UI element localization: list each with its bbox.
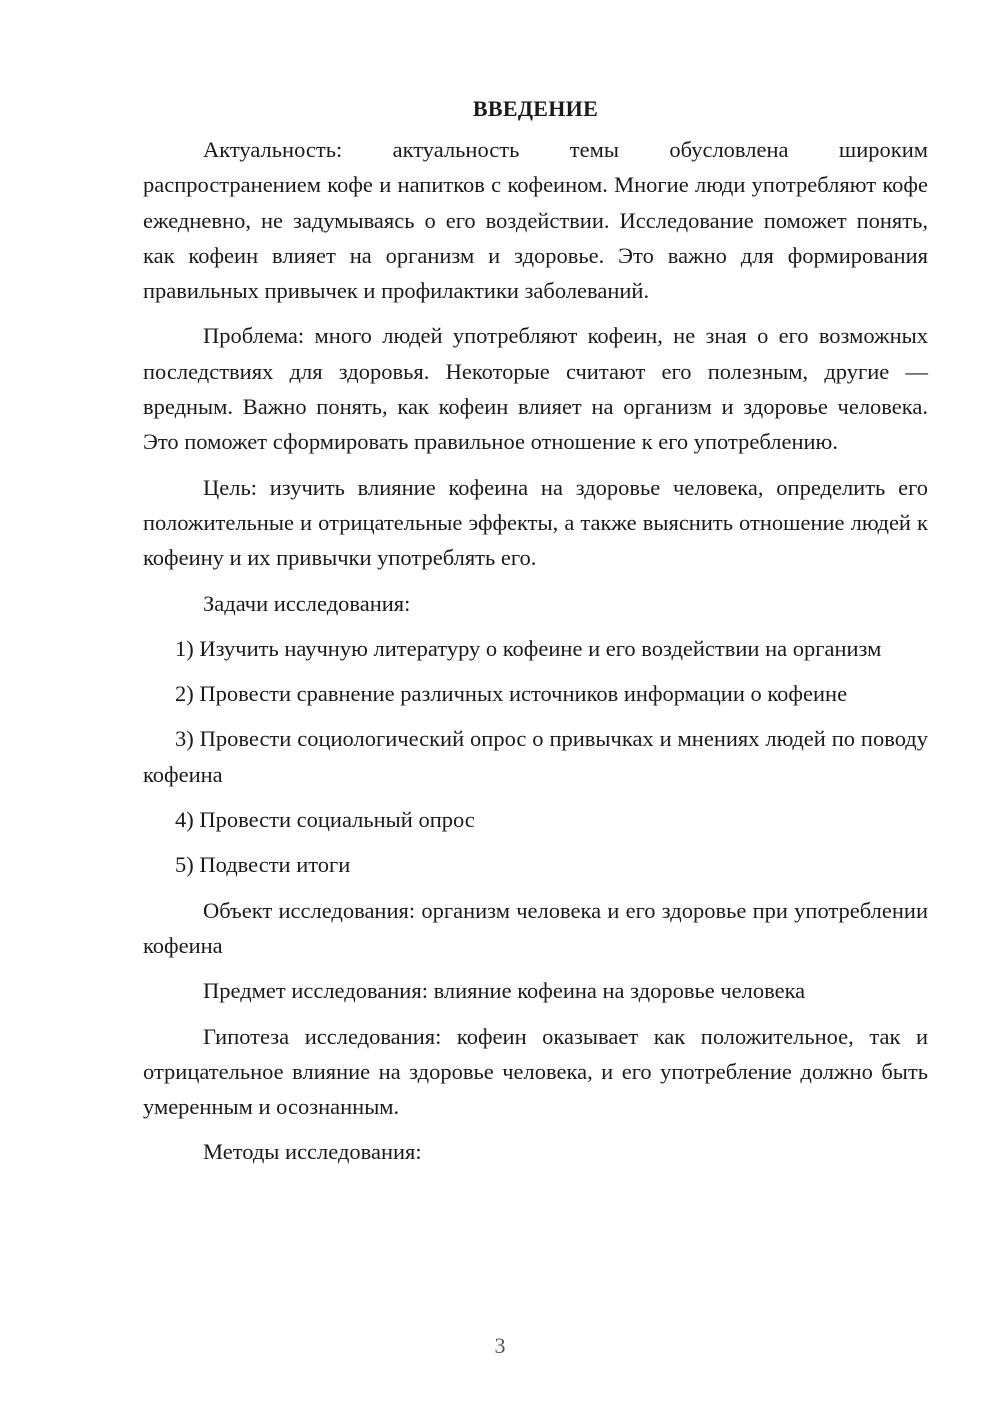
relevance-paragraph: Актуальность: актуальность темы обусловлена широким распространением кофе и напитков с кофеином. Многие люди употребляют кофе ежедневно, не задумываясь о его воздействии. Исследование поможет понять, как кофеин влияет на организм и здоровье. Это важно для формирования правильных привычек и профилактики заболеваний. <box>143 137 928 304</box>
list-item: 3) Провести социологический опрос о привычках и мнениях людей по поводу кофеина <box>143 726 928 787</box>
object-paragraph: Объект исследования: организм человека и его здоровье при употреблении кофеина <box>143 897 928 958</box>
hypothesis-paragraph: Гипотеза исследования: кофеин оказывает как положительное, так и отрицательное влияние на здоровье человека, и его употребление должно быть умеренным и осознанным. <box>143 1023 928 1120</box>
document-page <box>143 92 928 1180</box>
problem-paragraph: Проблема: много людей употребляют кофеин, не зная о его возможных последствиях для здоровья. Некоторые считают его полезным, другие — вредным. Важно понять, как кофеин влияет на организм и здоровье человека. Это поможет сформировать правильное отношение к его употреблению. <box>143 323 928 455</box>
list-item: 1) Изучить научную литературу о кофеине и его воздействии на организм <box>175 635 882 661</box>
tasks-heading: Задачи исследования: <box>203 590 411 616</box>
list-item: 4) Провести социальный опрос <box>175 807 475 833</box>
goal-paragraph: Цель: изучить влияние кофеина на здоровье человека, определить его положительные и отрицательные эффекты, а также выяснить отношение людей к кофеину и их привычки употреблять его. <box>143 474 928 571</box>
tasks-list <box>143 631 928 883</box>
section-title: ВВЕДЕНИЕ <box>472 96 599 121</box>
page-number: 3 <box>494 1333 506 1358</box>
list-item: 2) Провести сравнение различных источников информации о кофеине <box>175 681 848 707</box>
list-item: 5) Подвести итоги <box>175 852 351 878</box>
subject-paragraph: Предмет исследования: влияние кофеина на здоровье человека <box>203 978 806 1004</box>
methods-heading: Методы исследования: <box>203 1139 422 1165</box>
